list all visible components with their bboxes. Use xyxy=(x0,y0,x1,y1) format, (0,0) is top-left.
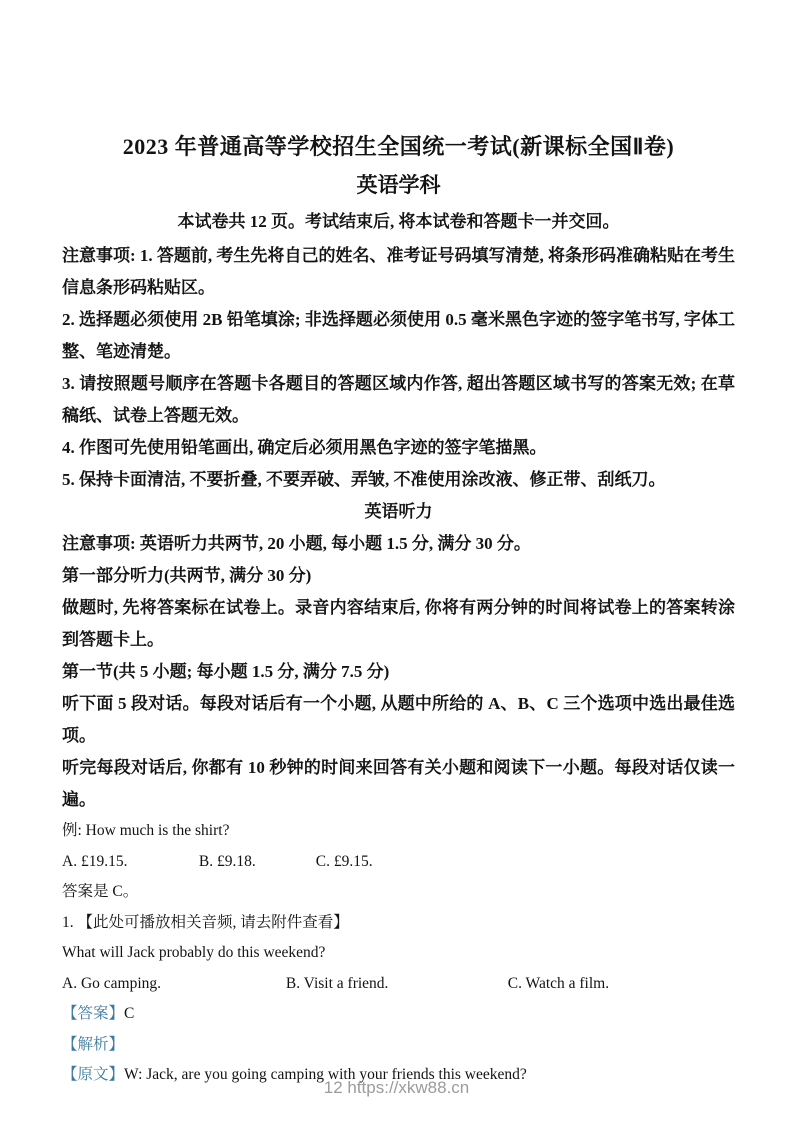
question1-text: What will Jack probably do this weekend? xyxy=(62,944,326,961)
question1-option-a: A. Go camping. xyxy=(62,974,162,992)
footer-link[interactable]: 12 https://xkw88.cn xyxy=(323,1078,470,1097)
instruction-paragraph-3: 3. 请按照题号顺序在答题卡各题目的答题区域内作答, 超出答题区域书写的答案无效; 在草稿纸、试卷上答题无效。 xyxy=(62,374,735,425)
answer-label: 【答案】 xyxy=(62,1005,125,1022)
listening-section1-direction-1: 听下面 5 段对话。每段对话后有一个小题, 从题中所给的 A、B、C 三个选项中选出最佳选项。 xyxy=(62,694,735,745)
source-label: 【原文】 xyxy=(62,1066,125,1083)
page-footer xyxy=(0,1078,793,1098)
instruction-paragraph-1: 注意事项: 1. 答题前, 考生先将自己的姓名、准考证号码填写清楚, 将条形码准确粘贴在考生信息条形码粘贴区。 xyxy=(62,246,735,297)
listening-note: 注意事项: 英语听力共两节, 20 小题, 每小题 1.5 分, 满分 30 分。 xyxy=(62,534,531,553)
question1-option-b: B. Visit a friend. xyxy=(285,974,389,992)
listening-part1-title: 第一部分听力(共两节, 满分 30 分) xyxy=(62,566,312,585)
question1-option-c: C. Watch a film. xyxy=(507,974,610,992)
example-option-b: B. £9.18. xyxy=(198,852,256,870)
example-answer: 答案是 C。 xyxy=(62,883,139,900)
instruction-paragraph-4: 4. 作图可先使用铅笔画出, 确定后必须用黑色字迹的签字笔描黑。 xyxy=(62,438,547,457)
source-text: W: Jack, are you going camping with your friends this weekend? xyxy=(124,1066,527,1083)
exam-note: 本试卷共 12 页。考试结束后, 将本试卷和答题卡一并交回。 xyxy=(177,212,620,231)
example-options-row xyxy=(62,847,735,878)
listening-section1-direction-2: 听完每段对话后, 你都有 10 秒钟的时间来回答有关小题和阅读下一小题。每段对话仅读一遍。 xyxy=(62,758,735,809)
listening-section1-title: 第一节(共 5 小题; 每小题 1.5 分, 满分 7.5 分) xyxy=(62,662,390,681)
question1-audio-note: 1. 【此处可播放相关音频, 请去附件查看】 xyxy=(62,913,349,931)
subject-title: 英语学科 xyxy=(356,173,441,197)
instruction-paragraph-2: 2. 选择题必须使用 2B 铅笔填涂; 非选择题必须使用 0.5 毫米黑色字迹的签字笔书写, 字体工整、笔迹清楚。 xyxy=(62,310,735,361)
example-option-a: A. £19.15. xyxy=(62,852,128,870)
example-option-c: C. £9.15. xyxy=(315,852,373,870)
question1-options-row xyxy=(62,969,735,1000)
listening-direction: 做题时, 先将答案标在试卷上。录音内容结束后, 你将有两分钟的时间将试卷上的答案转涂到答题卡上。 xyxy=(62,598,735,649)
question1-answer-line xyxy=(62,999,735,1030)
answer-value: C xyxy=(124,1005,135,1022)
example-question: 例: How much is the shirt? xyxy=(62,822,230,839)
listening-section-title: 英语听力 xyxy=(364,502,433,521)
document-content xyxy=(62,128,735,1091)
instruction-paragraph-5: 5. 保持卡面清洁, 不要折叠, 不要弄破、弄皱, 不准使用涂改液、修正带、刮纸刀。 xyxy=(62,470,666,489)
page-title: 2023 年普通高等学校招生全国统一考试(新课标全国Ⅱ卷) xyxy=(122,134,675,159)
analysis-label: 【解析】 xyxy=(62,1035,125,1053)
question1-analysis-line xyxy=(62,1030,735,1061)
